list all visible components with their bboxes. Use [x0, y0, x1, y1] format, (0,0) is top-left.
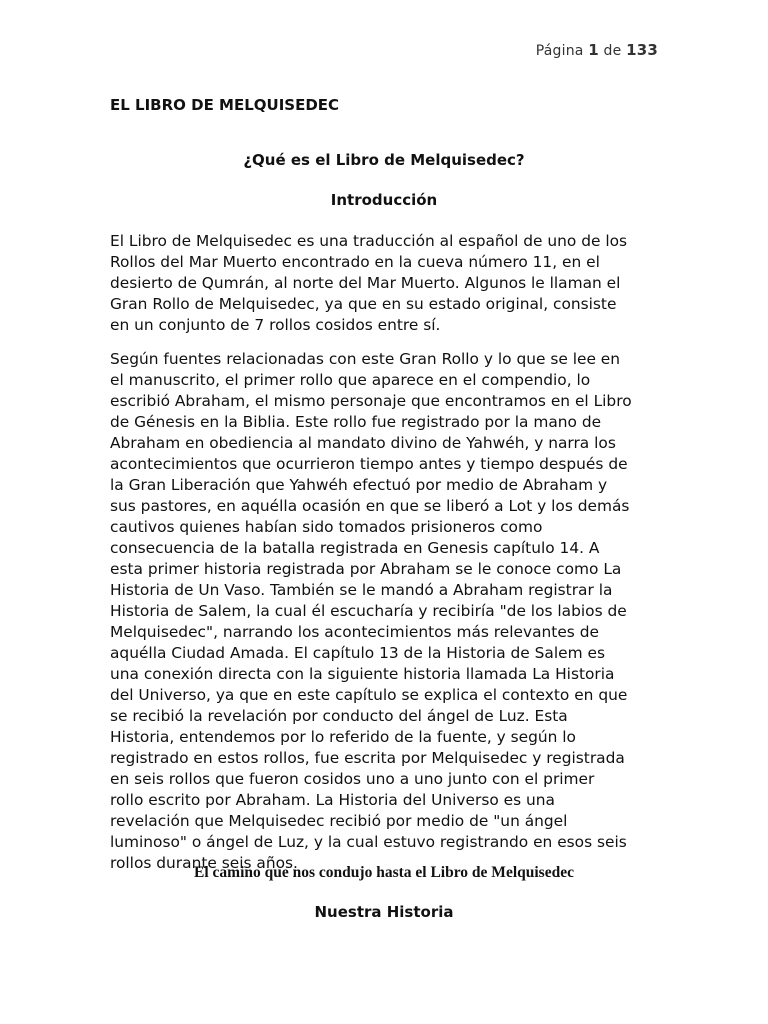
- page-total: 133: [626, 41, 658, 59]
- intro-heading: Introducción: [330, 191, 438, 209]
- paragraph-1: El Libro de Melquisedec es una traducción al español de uno de los Rollos del Mar Muerto encontrado en la cueva número 11, en el desierto de Qumrán, al norte del Mar Muerto. Algunos le llaman el Gran Rollo de Melquisedec, ya que en su estado original, consiste en un conjunto de 7 rollos cosidos entre sí.: [110, 232, 628, 334]
- question-heading: ¿Qué es el Libro de Melquisedec?: [243, 151, 525, 169]
- paragraph-2: Según fuentes relacionadas con este Gran Rollo y lo que se lee en el manuscrito, el primer rollo que aparece en el compendio, lo escribió Abraham, el mismo personaje que encontramos en el Libro de Génesis en la Biblia. Este rollo fue registrado por la mano de Abraham en obediencia al mandato divino de Yahwéh, y narra los acontecimientos que ocurrieron tiempo antes y tiempo después de la Gran Liberación que Yahwéh efectuó por medio de Abraham y sus pastores, en aquélla ocasión en que se liberó a Lot y los demás cautivos quienes habían sido tomados prisioneros como consecuencia de la batalla registrada en Genesis capítulo 14. A esta primer historia registrada por Abraham se le conoce como La Historia de Un Vaso. También se le mandó a Abraham registrar la Historia de Salem, la cual él escucharía y recibiría "de los labios de Melquisedec", narrando los acontecimientos más relevantes de aquélla Ciudad Amada. El capítulo 13 de la Historia de Salem es una conexión directa con la siguiente historia llamada La Historia del Universo, ya que en este capítulo se explica el contexto en que se recibió la revelación por conducto del ángel de Luz. Esta Historia, entendemos por lo referido de la fuente, y según lo registrado en estos rollos, fue escrita por Melquisedec y registrada en seis rollos que fueron cosidos uno a uno junto con el primer rollo escrito por Abraham. La Historia del Universo es una revelación que Melquisedec recibió por medio de "un ángel luminoso" o ángel de Luz, y la cual estuvo registrando en esos seis rollos durante seis años.: [110, 350, 632, 872]
- page-number: [536, 41, 658, 59]
- document-title: EL LIBRO DE MELQUISEDEC: [110, 96, 340, 114]
- story-heading: Nuestra Historia: [314, 903, 454, 921]
- page-separator: de: [603, 43, 622, 59]
- path-heading: El camino que nos condujo hasta el Libro de Melquisedec: [194, 864, 574, 881]
- page-current: 1: [588, 41, 599, 59]
- page-prefix: Página: [535, 43, 584, 59]
